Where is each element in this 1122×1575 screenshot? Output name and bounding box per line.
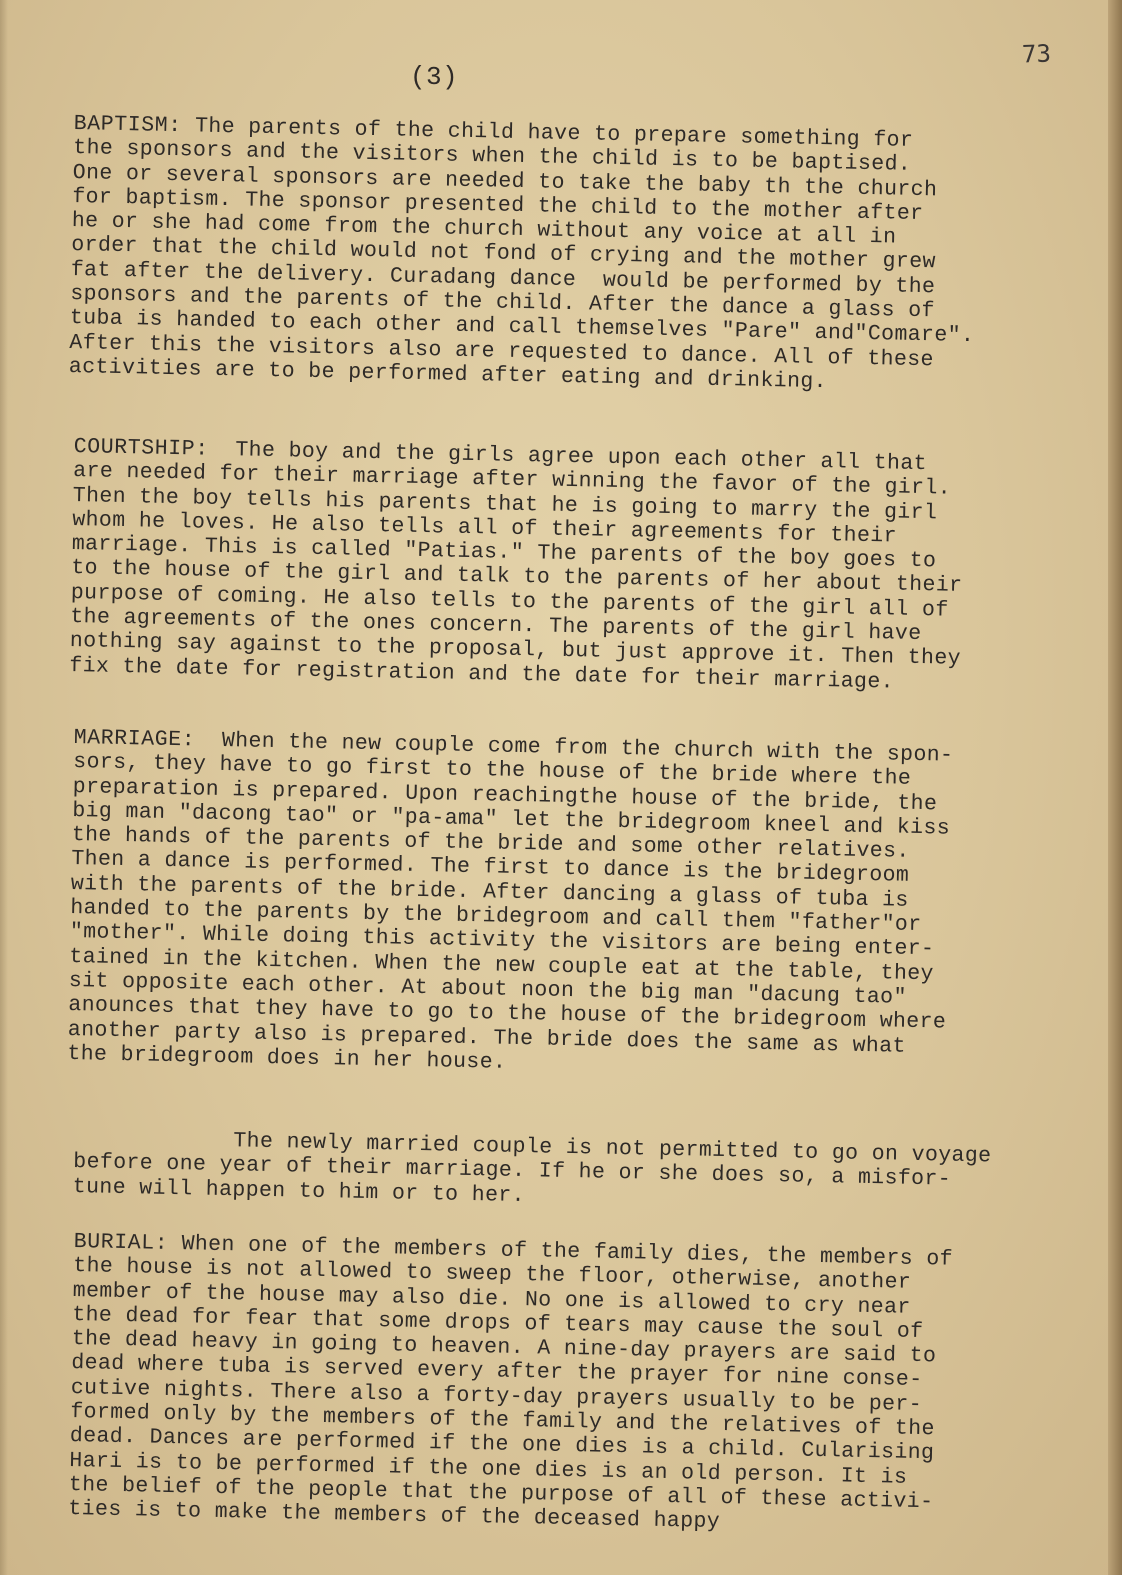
baptism-paragraph xyxy=(69,112,1074,399)
courtship-heading: COURTSHIP: xyxy=(73,435,210,462)
newly-married-text: The newly married couple is not permitted to go on voyage before one year of their marriage. If he or she does so, a misfor- tune will happen to him or to her. xyxy=(72,1126,992,1208)
marriage-text: When the new couple come from the church with the spon- sors, they have to go first to the house of the bride where the preparation is prepared. Upon reachingthe house of the bride, the big man "dacong tao" or "pa-ama" let the bridegroom kneel and kiss the hands of the parents of the bride and some other relatives. Then a dance is performed. The first to dance is the bridegroom with the parents of the bride. After dancing a glass of tuba is handed to the parents by the bridegroom and call them "father"or "mother". While doing this activity the visitors are being enter- tained in the kitchen. When the new couple eat at the table, they sit opposite each other. At about noon the big man "dacung tao" anounces that they have to go to the house of the bridegroom where another party also is prepared. The bride does the same as what the bridegroom does in her house. xyxy=(67,728,954,1075)
page-number: 73 xyxy=(1021,39,1052,69)
courtship-text: The boy and the girls agree upon each other all that are needed for their marriage after winning the favor of the girl. Then the boy tells his parents that he is going to marry the girl whom he loves. He also tells all of their agreements for their marriage. This is called "Patias." The parents of the boy goes to to the house of the girl and talk to the parents of her about their purpose of coming. He also tells to the parents of the girl all of the agreements of the ones concern. The parents of the girl have nothing say against to the proposal, but just approve it. Then they fix the date for registration and the date for their marriage. xyxy=(69,437,963,695)
burial-heading: BURIAL: xyxy=(73,1230,169,1256)
courtship-paragraph xyxy=(69,435,1074,698)
section-number: (3) xyxy=(410,62,459,92)
page-edge-right xyxy=(1108,0,1122,1575)
baptism-text: The parents of the child have to prepare something for the sponsors and the visitors when the child is to be baptised. One or several sponsors are needed to take the baby th the church for baptism. The sponsor presented the child to the mother after he or she had come from the church without any voice at all in order that the child would not fond of crying and the mother grew fat after the delivery. Curadang dance would be performed by the sponsors and the parents of the child. After the dance a glass of tuba is handed to each other and call themselves "Pare" and"Comare". After this the visitors also are requested to dance. All of these activities are to be performed after eating and drinking. xyxy=(68,114,975,395)
newly-married-paragraph xyxy=(73,1126,1074,1219)
burial-text: When one of the members of the family dies, the members of the house is not allowed to sweep the floor, otherwise, another member of the house may also die. No one is allowed to cry near the dead for fear that some drops of tears may cause the soul of the dead heavy in going to heaven. A nine-day prayers are said to dead where tuba is served every after the prayer for nine conse- cutive nights. There also a forty-day prayers usually to be per- formed only by the members of the family and the relatives of the dead. Dances are performed if the one dies is a child. Cularising Hari is to be performed if the one dies is an old person. It is the belief of the people that the purpose of all of these activi- ties is to make the members of the deceased happy xyxy=(68,1231,954,1535)
marriage-paragraph xyxy=(67,726,1074,1086)
page-shadow-left xyxy=(0,0,8,1575)
burial-paragraph xyxy=(68,1230,1074,1542)
marriage-heading: MARRIAGE: xyxy=(73,726,196,753)
baptism-heading: BAPTISM: xyxy=(73,112,183,139)
